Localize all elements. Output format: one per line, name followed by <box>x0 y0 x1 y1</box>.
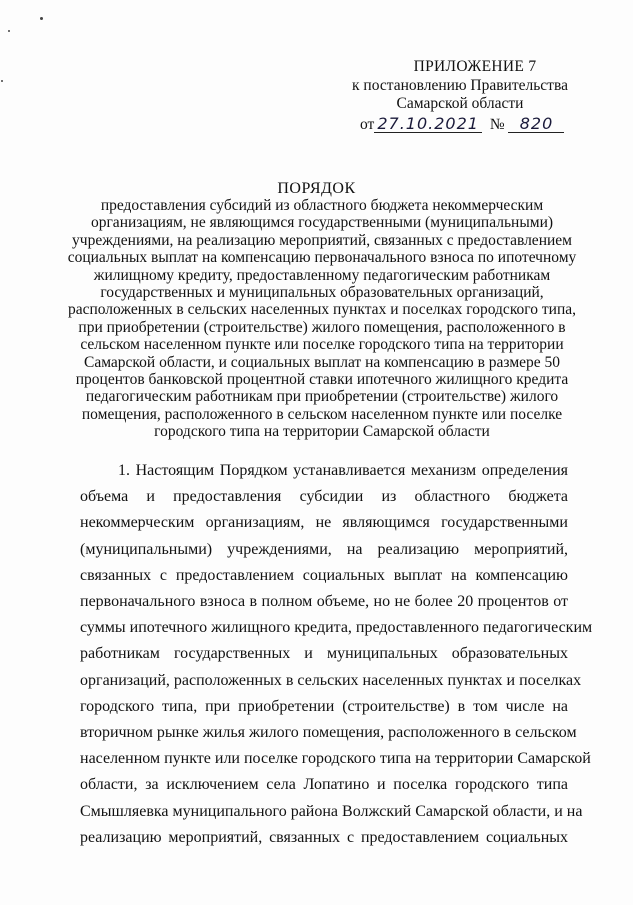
subtitle-line: государственных и муниципальных образовательных организаций, <box>100 284 544 302</box>
appendix-reference: к постановлению Правительства <box>352 76 568 94</box>
paragraph-line: городского типа, при приобретении (строительстве) в том числе на <box>80 697 568 715</box>
subtitle-line: процентов банковской процентной ставки ипотечного жилищного кредита <box>75 371 569 389</box>
subtitle-line: помещения, расположенного в сельском населенном пункте или поселке <box>81 405 563 423</box>
subtitle-line: расположенных в сельских населенных пунктах и поселках городского типа, <box>67 301 577 319</box>
document-title: ПОРЯДОК <box>277 180 356 197</box>
handwritten-number: 820 <box>508 115 564 133</box>
subtitle-line: Самарской области, и социальных выплат на компенсацию в размере 50 <box>83 353 561 371</box>
paragraph-line: (муниципальными) учреждениями, на реализацию мероприятий, <box>80 540 568 558</box>
date-prefix: от <box>360 115 375 133</box>
number-prefix: № <box>489 115 505 133</box>
subtitle-line: при приобретении (строительстве) жилого помещения, расположенного в <box>78 318 566 336</box>
scan-speck <box>1 80 3 82</box>
subtitle-line: жилищному кредиту, предоставленному педагогическим работникам <box>93 266 551 284</box>
scan-speck <box>40 17 43 20</box>
subtitle-line: сельском населенном пункте или поселке городского типа на территории <box>80 336 564 354</box>
paragraph-line: некоммерческим организациям, не являющимся государственными <box>80 514 568 532</box>
appendix-title: ПРИЛОЖЕНИЕ 7 <box>413 58 537 75</box>
subtitle-line: педагогическим работникам при приобретении (строительстве) жилого <box>85 388 559 406</box>
paragraph-line: первоначального взноса в полном объеме, но не более 20 процентов от <box>80 593 568 611</box>
paragraph-line: области, за исключением села Лопатино и поселка городского типа <box>80 776 568 794</box>
appendix-date-line <box>330 115 590 135</box>
paragraph-line: вторичном рынке жилья жилого помещения, расположенного в сельском <box>80 724 577 742</box>
paragraph-line: Смышляевка муниципального района Волжский Самарской области, и на <box>80 802 583 820</box>
paragraph-line: населенном пункте или поселке городского типа на территории Самарской <box>80 750 591 768</box>
paragraph-line: суммы ипотечного жилищного кредита, предоставленного педагогическим <box>80 619 593 637</box>
subtitle-line: социальных выплат на компенсацию первоначального взноса по ипотечному <box>67 249 577 267</box>
subtitle-line: учреждениями, на реализацию мероприятий, связанных с предоставлением <box>72 231 572 249</box>
appendix-header <box>330 58 590 134</box>
subtitle-line: предоставления субсидий из областного бюджета некоммерческим <box>100 197 544 214</box>
document-subtitle <box>62 197 582 441</box>
subtitle-line: городского типа на территории Самарской области <box>154 423 490 441</box>
body-paragraph <box>80 458 593 851</box>
paragraph-line: связанных с предоставлением социальных выплат на компенсацию <box>80 566 568 584</box>
paragraph-line: объема и предоставления субсидии из областного бюджета <box>80 488 568 506</box>
subtitle-line: организациям, не являющимся государственными (муниципальными) <box>90 214 554 232</box>
paragraph-line: работникам государственных и муниципальных образовательных <box>80 645 568 663</box>
appendix-region: Самарской области <box>396 95 524 112</box>
handwritten-date: 27.10.2021 <box>374 115 482 133</box>
paragraph-line: реализацию мероприятий, связанных с предоставлением социальных <box>80 828 568 846</box>
paragraph-line: организаций, расположенных в сельских населенных пунктах и поселках <box>80 671 582 689</box>
scan-speck <box>8 30 10 32</box>
paragraph-line: 1. Настоящим Порядком устанавливается механизм определения <box>118 462 568 479</box>
